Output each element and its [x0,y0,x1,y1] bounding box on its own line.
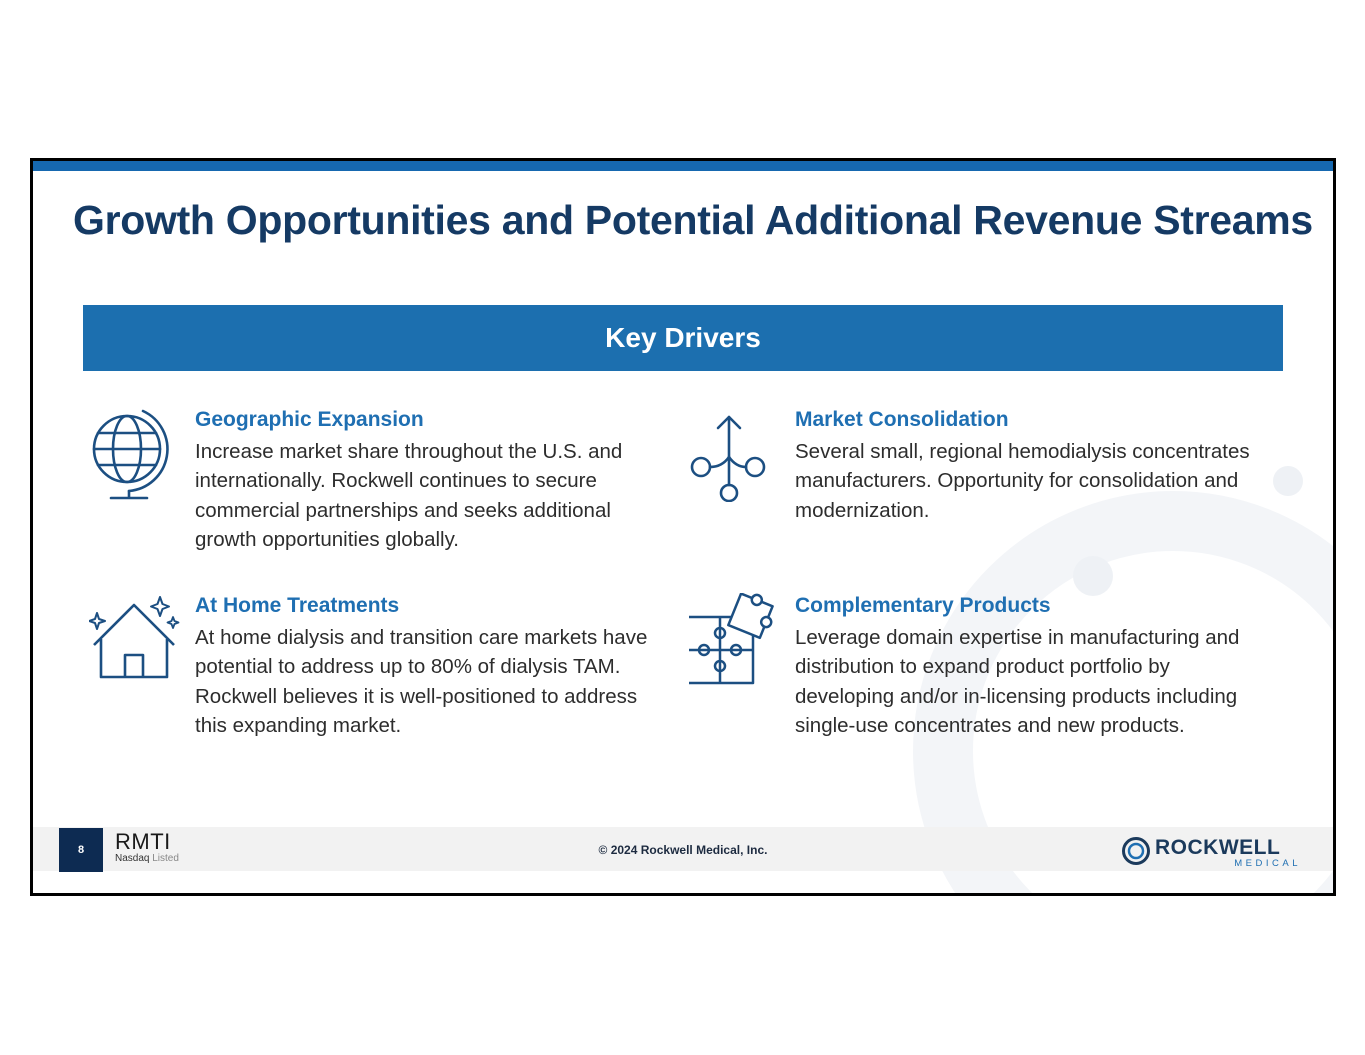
driver-title: Market Consolidation [795,408,1009,431]
puzzle-icon [689,593,781,693]
driver-body: Increase market share throughout the U.S. and internationally. Rockwell continues to secure commercial partnerships and seeks additional growth opportunities globally. [195,440,623,551]
exchange-name: Nasdaq [115,853,150,864]
page-number: 8 [59,828,103,872]
background-decoration-dot [1273,466,1303,496]
top-accent-bar [33,161,1333,171]
driver-body: At home dialysis and transition care markets have potential to address up to 80% of dialysis TAM. Rockwell believes it is well-positioned to address this expanding market. [195,626,648,737]
driver-body: Several small, regional hemodialysis concentrates manufacturers. Opportunity for consolidation and modernization. [795,440,1250,522]
house-icon [89,593,184,688]
slide-title: Growth Opportunities and Potential Additional Revenue Streams [73,197,1313,243]
logo-mark-icon [1121,836,1151,871]
globe-icon [89,407,171,507]
ticker-symbol: RMTI [115,829,171,854]
company-logo [1121,834,1301,870]
logo-subtitle: MEDICAL [1234,858,1301,869]
logo-name: ROCKWELL [1155,836,1281,859]
background-decoration-dot [1073,556,1113,596]
listed-label: Listed [152,853,179,864]
driver-body: Leverage domain expertise in manufacturing and distribution to expand product portfolio by developing and/or in-licensing products including single-use concentrates and new products. [795,626,1240,737]
driver-title: At Home Treatments [195,594,400,617]
key-drivers-banner: Key Drivers [83,305,1283,371]
consolidation-arrow-icon [689,407,771,507]
driver-title: Geographic Expansion [195,408,424,431]
copyright-text: © 2024 Rockwell Medical, Inc. [598,843,768,857]
slide [30,158,1336,896]
driver-title: Complementary Products [795,594,1051,617]
